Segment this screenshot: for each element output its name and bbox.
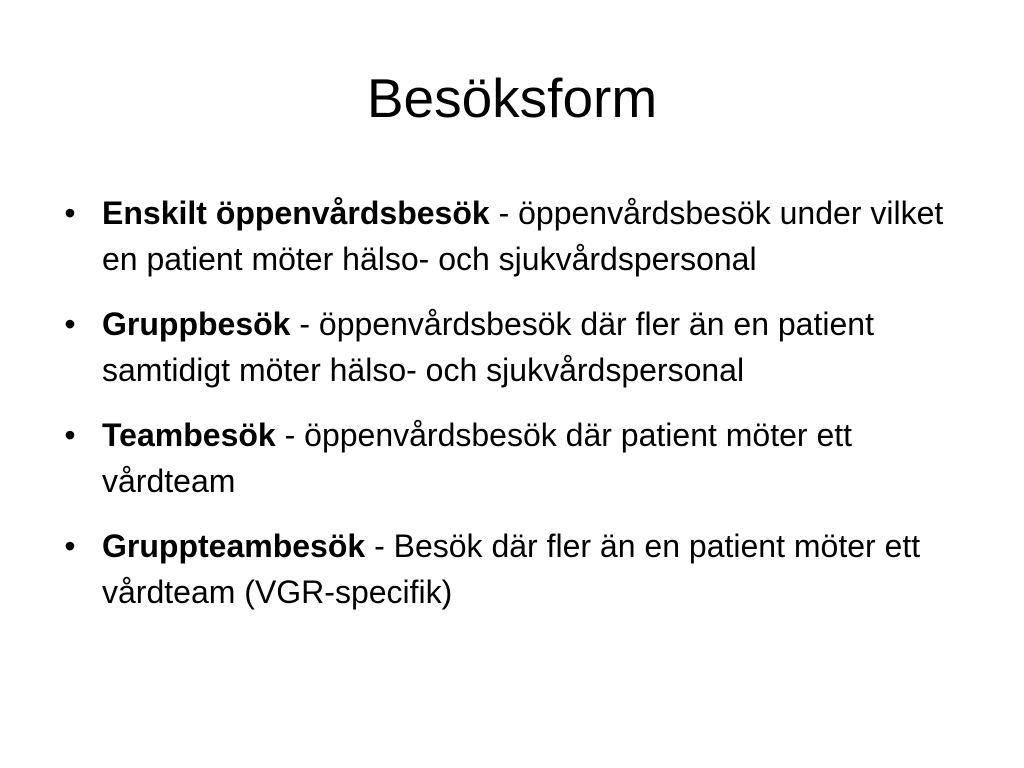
bullet-list	[56, 190, 976, 634]
bullet-description: - öppenvårdsbesök där fler än en patient samtidigt möter hälso- och sjukvårdspersonal	[102, 306, 874, 388]
bullet-icon: •	[64, 528, 76, 564]
bullet-item-gruppbesok	[56, 301, 976, 393]
bullet-description: - öppenvårdsbesök där patient möter ett vårdteam	[102, 417, 853, 499]
bullet-icon: •	[64, 417, 76, 453]
bullet-term: Gruppbesök	[102, 306, 291, 342]
bullet-description: - Besök där fler än en patient möter ett vårdteam (VGR-specifik)	[102, 528, 921, 610]
bullet-item-enskilt	[56, 190, 976, 282]
bullet-icon: •	[64, 306, 76, 342]
slide-title: Besöksform	[366, 67, 658, 129]
bullet-item-teambesok	[56, 412, 976, 504]
bullet-icon: •	[64, 195, 76, 231]
bullet-item-gruppteambesok	[56, 523, 976, 615]
bullet-term: Teambesök	[102, 417, 276, 453]
bullet-description: - öppenvårdsbesök under vilket en patient möter hälso- och sjukvårdspersonal	[102, 195, 944, 277]
bullet-term: Enskilt öppenvårdsbesök	[102, 195, 490, 231]
bullet-term: Gruppteambesök	[102, 528, 366, 564]
